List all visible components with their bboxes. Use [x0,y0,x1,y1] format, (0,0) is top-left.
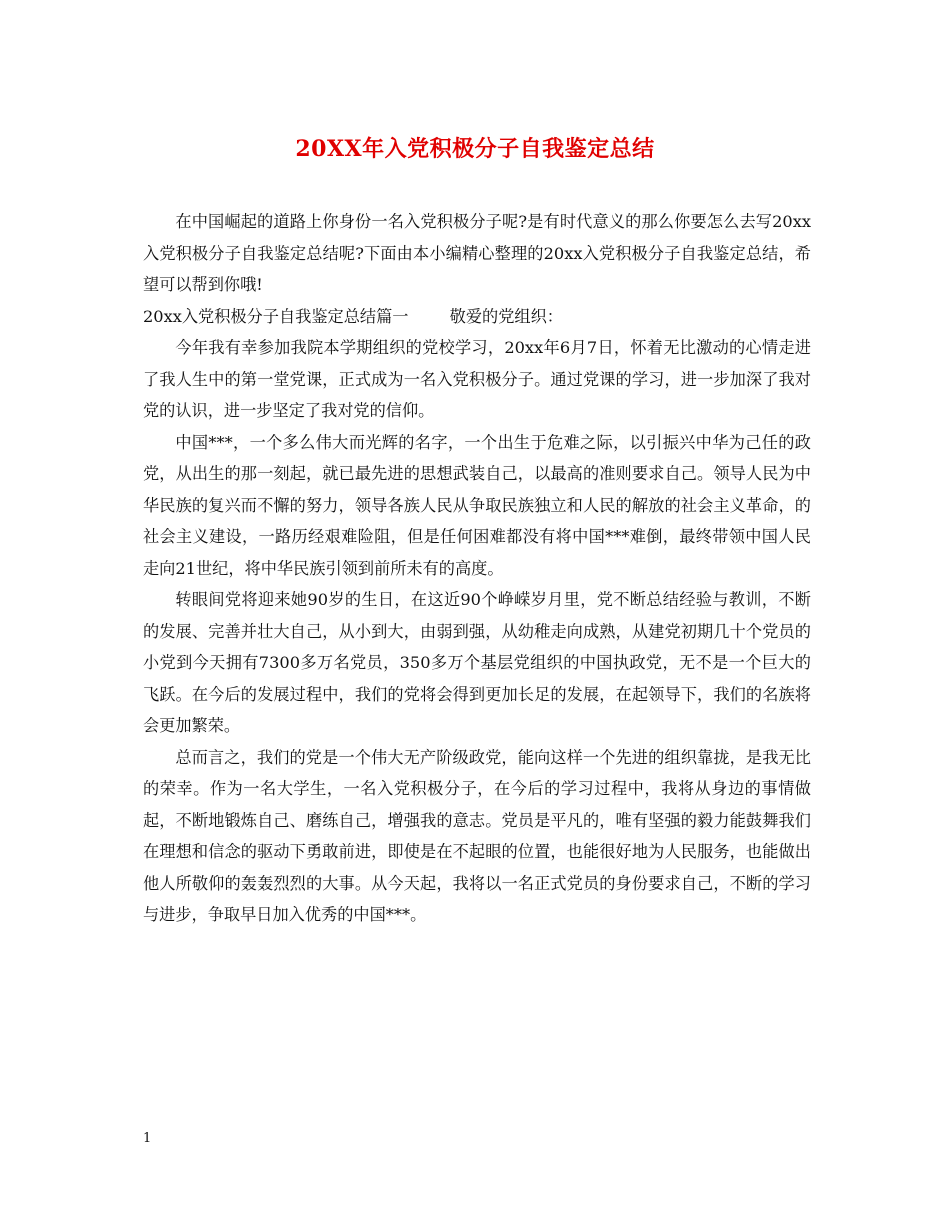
intro-paragraph: 在中国崛起的道路上你身份一名入党积极分子呢?是有时代意义的那么你要怎么去写20xx入党积极分子自我鉴定总结呢?下面由本小编精心整理的20xx入党积极分子自我鉴定总结，希望可以帮到你哦! [143,212,811,294]
document-body [143,206,811,931]
body-paragraph-1: 今年我有幸参加我院本学期组织的党校学习，20xx年6月7日，怀着无比激动的心情走进了我人生中的第一堂党课，正式成为一名入党积极分子。通过党课的学习，进一步加深了我对党的认识，进一步坚定了我对党的信仰。 [143,338,811,420]
body-paragraph-3: 转眼间党将迎来她90岁的生日，在这近90个峥嵘岁月里，党不断总结经验与教训，不断的发展、完善并壮大自己，从小到大，由弱到强，从幼稚走向成熟，从建党初期几十个党员的小党到今天拥有7300多万名党员，350多万个基层党组织的中国执政党，无不是一个巨大的飞跃。在今后的发展过程中，我们的党将会得到更加长足的发展，在起领导下，我们的名族将会更加繁荣。 [143,590,811,735]
page-number: 1 [143,1131,152,1146]
body-paragraph-4: 总而言之，我们的党是一个伟大无产阶级政党，能向这样一个先进的组织靠拢，是我无比的荣幸。作为一名大学生，一名入党积极分子，在今后的学习过程中，我将从身边的事情做起，不断地锻炼自己、磨练自己，增强我的意志。党员是平凡的，唯有坚强的毅力能鼓舞我们在理想和信念的驱动下勇敢前进，即使是在不起眼的位置，也能很好地为人民服务，也能做出他人所敬仰的轰轰烈烈的大事。从今天起，我将以一名正式党员的身份要求自己，不断的学习与进步，争取早日加入优秀的中国***。 [143,747,811,924]
body-paragraph-2: 中国***，一个多么伟大而光辉的名字，一个出生于危难之际，以引振兴中华为己任的政党，从出生的那一刻起，就已最先进的思想武装自己，以最高的准则要求自己。领导人民为中华民族的复兴而不懈的努力，领导各族人民从争取民族独立和人民的解放的社会主义革命，的社会主义建设，一路历经艰难险阻，但是任何困难都没有将中国***难倒，最终带领中国人民走向21世纪，将中华民族引领到前所未有的高度。 [143,432,811,578]
section-heading: 20xx入党积极分子自我鉴定总结篇一 敬爱的党组织： [143,306,563,326]
document-title: 20XX年入党积极分子自我鉴定总结 [295,136,655,162]
